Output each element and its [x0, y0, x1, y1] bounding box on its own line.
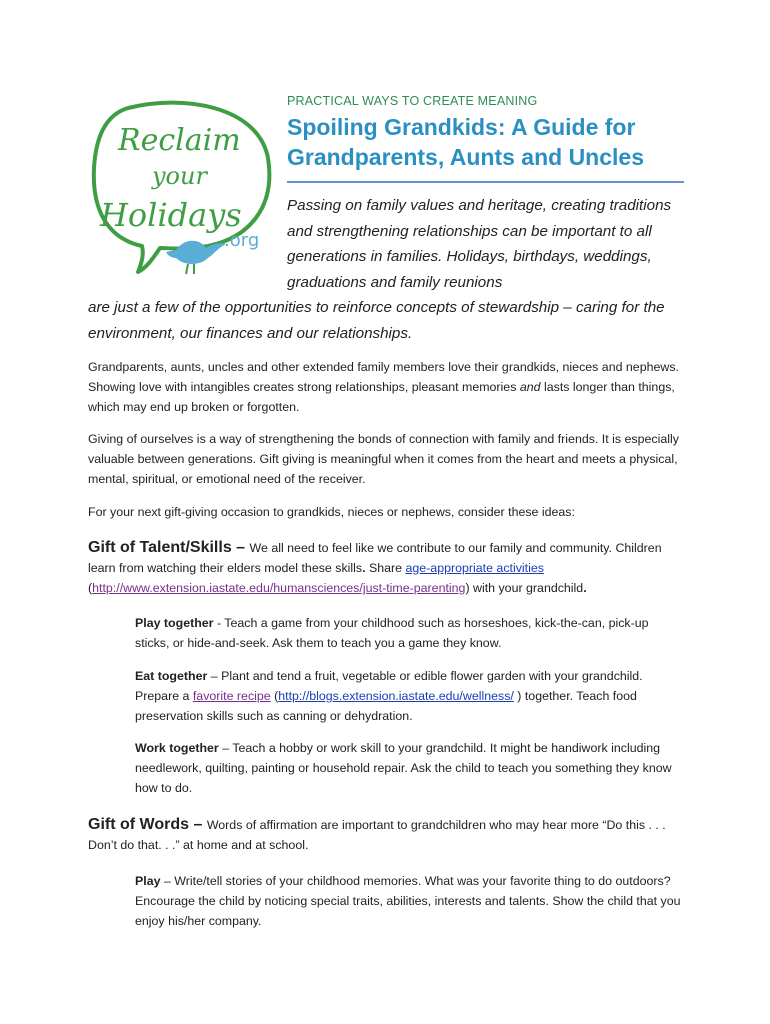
idea-play: Play – Write/tell stories of your childhood memories. What was your favorite thing to do outdoors? Encourage the child by noticing special traits, abilities, interests and talents. Show the child that you enjoy his/her company.	[135, 874, 681, 928]
section-talent: Gift of Talent/Skills – We all need to feel like we contribute to our family and community. Children learn from watching their elders model these skills. Share age-appropriate activities (http://www.extension.iastate.edu/humansciences/just-time-parenting) with your grandchild.	[88, 539, 662, 595]
label-eat-together: Eat together	[135, 669, 208, 683]
idea-eat-together: Eat together – Plant and tend a fruit, vegetable or edible flower garden with your grandchild. Prepare a favorite recipe (http://blogs.extension.iastate.edu/wellness/ ) together. Teach food preservation skills such as canning or dehydration.	[135, 669, 643, 723]
logo-word-holidays: Holidays	[100, 196, 242, 234]
logo-word-reclaim: Reclaim	[118, 123, 241, 158]
reclaim-your-holidays-logo	[88, 98, 278, 288]
link-just-time-parenting[interactable]: http://www.extension.iastate.edu/humansciences/just-time-parenting	[92, 581, 466, 595]
intro-text-1: Passing on family values and heritage, creating traditions and strengthening relationships can be important to all generations in families. Holidays, birthdays, weddings, graduations and family reunions	[287, 197, 672, 291]
section-heading-words: Gift of Words –	[88, 816, 207, 833]
label-work-together: Work together	[135, 741, 219, 755]
intro-text-2: are just a few of the opportunities to reinforce concepts of stewardship – caring for the environment, our finances and our relationships.	[88, 299, 665, 342]
paragraph-ideas: For your next gift-giving occasion to grandkids, nieces or nephews, consider these ideas:	[88, 505, 575, 519]
idea-work-together: Work together – Teach a hobby or work skill to your grandchild. It might be handiwork including needlework, quilting, painting or household repair. Ask the child to teach you something they know how to do.	[135, 741, 672, 795]
title-line-2: Grandparents, Aunts and Uncles	[287, 144, 644, 170]
link-age-appropriate-activities[interactable]: age-appropriate activities	[405, 561, 544, 575]
label-play-together: Play together	[135, 616, 214, 630]
logo-word-your: your	[152, 162, 207, 190]
emphasis-and: and	[519, 380, 541, 394]
bird-icon	[166, 241, 226, 274]
section-heading-talent: Gift of Talent/Skills –	[88, 539, 250, 556]
link-wellness-blog[interactable]: http://blogs.extension.iastate.edu/wellness/	[278, 689, 514, 703]
section-words: Gift of Words – Words of affirmation are important to grandchildren who may hear more “Do this . . . Don’t do that. . .” at home and at school.	[88, 816, 666, 852]
label-play: Play	[135, 874, 161, 888]
paragraph-giving: Giving of ourselves is a way of strengthening the bonds of connection with family and friends. It is especially valuable between generations. Gift giving is meaningful when it comes from the heart and meets a physical, mental, spiritual, or emotional need of the receiver.	[88, 432, 679, 486]
paragraph-love: Grandparents, aunts, uncles and other extended family members love their grandkids, nieces and nephews. Showing love with intangibles creates strong relationships, pleasant memories and lasts longer than things, which may end up broken or forgotten.	[88, 360, 679, 414]
idea-play-together: Play together - Teach a game from your childhood such as horseshoes, kick-the-can, pick-up sticks, or hide-and-seek. Ask them to teach you a game they know.	[135, 616, 649, 650]
page-title	[287, 112, 707, 172]
title-line-1: Spoiling Grandkids: A Guide for	[287, 114, 636, 140]
kicker: PRACTICAL WAYS TO CREATE MEANING	[287, 94, 538, 108]
link-favorite-recipe[interactable]: favorite recipe	[192, 689, 271, 703]
title-divider	[287, 181, 684, 183]
logo-suffix: .org	[224, 230, 260, 251]
